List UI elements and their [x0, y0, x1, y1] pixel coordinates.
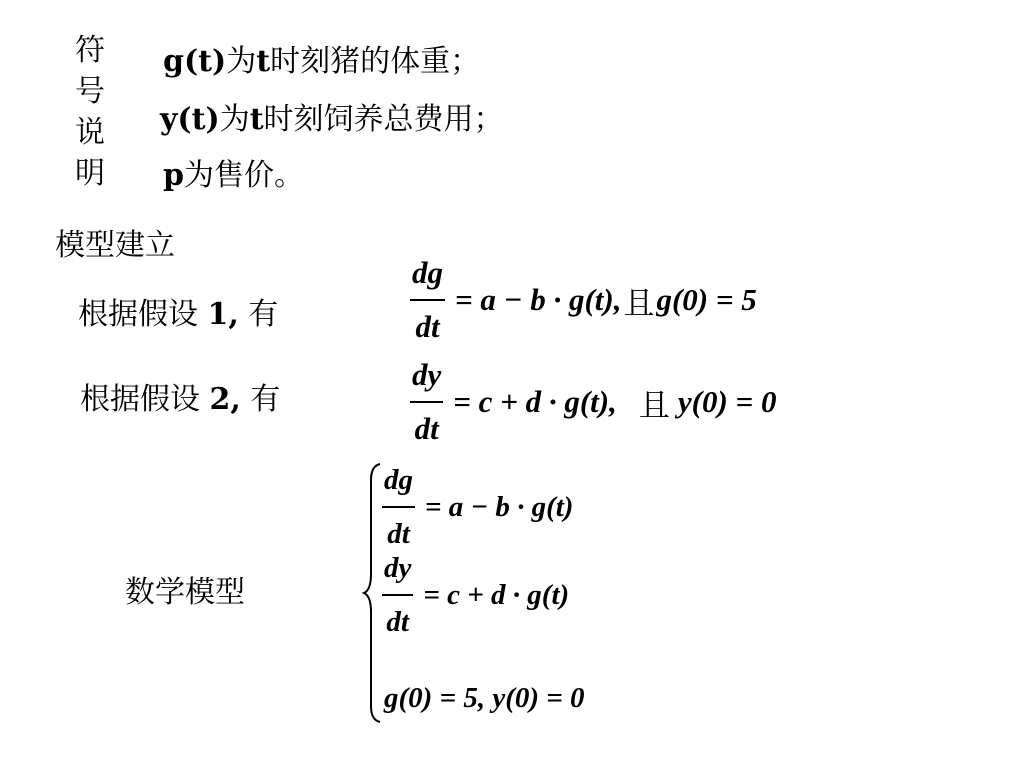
symbol-y-desc: 时刻饲养总费用；: [263, 102, 504, 137]
symbol-y-name: y(t): [160, 102, 220, 137]
eq1-rhs: = a − b · g(t),: [455, 282, 622, 317]
symbol-heading: [70, 30, 110, 194]
symbol-g-t: t: [256, 44, 271, 79]
eq1-fraction: [410, 255, 445, 345]
assumption-1-text: 根据假设: [78, 297, 198, 332]
assumption-1-number: 1,: [207, 297, 239, 332]
symbol-y-t: t: [249, 102, 264, 137]
eq2-fraction: [410, 357, 443, 447]
assumption-2-text: 根据假设: [80, 382, 200, 417]
eq2-condition: y(0) = 0: [677, 384, 777, 419]
equation-1: [410, 255, 757, 345]
symbol-g-mid: 为: [226, 44, 257, 79]
model-eq2-rhs: = c + d · g(t): [423, 578, 570, 611]
model-initial-conditions: g(0) = 5, y(0) = 0: [384, 682, 585, 714]
symbol-p-line: [163, 150, 304, 194]
model-eq1-denominator: dt: [387, 518, 410, 550]
model-eq1-rhs: = a − b · g(t): [425, 490, 574, 523]
assumption-2-tail: 有: [250, 382, 281, 417]
symbol-heading-char: 号: [75, 74, 105, 109]
eq2-and: 且: [638, 387, 670, 423]
symbol-g-name: g(t): [163, 44, 227, 79]
eq1-numerator: dg: [412, 255, 443, 290]
symbol-heading-char: 说: [75, 115, 105, 150]
section-title: 模型建立: [55, 228, 175, 263]
model-eq2-numerator: dy: [384, 552, 412, 584]
assumption-2-label: [80, 374, 280, 418]
fraction-bar: [382, 506, 415, 508]
symbol-heading-char: 符: [75, 33, 105, 68]
eq2-denominator: dt: [414, 411, 439, 446]
symbol-g-desc: 时刻猪的体重；: [270, 44, 481, 79]
symbol-g-line: [163, 36, 480, 80]
eq2-rhs: = c + d · g(t),: [453, 384, 617, 419]
symbol-p-desc: 为售价。: [183, 158, 304, 193]
model-label: 数学模型: [125, 575, 245, 610]
model-eq1-fraction: [382, 462, 415, 552]
eq2-numerator: dy: [412, 357, 442, 392]
model-equation-1: [382, 462, 573, 552]
symbol-heading-char: 明: [75, 156, 105, 191]
eq1-denominator: dt: [415, 309, 440, 344]
assumption-1-label: [78, 289, 278, 333]
assumption-1-tail: 有: [248, 297, 279, 332]
model-equation-2: [382, 550, 569, 640]
fraction-bar: [410, 401, 443, 403]
assumption-2-number: 2,: [209, 382, 241, 417]
model-eq2-fraction: [382, 550, 413, 640]
fraction-bar: [410, 299, 445, 301]
eq1-and: 且: [623, 285, 655, 321]
model-eq2-denominator: dt: [386, 606, 409, 638]
equation-2: [410, 357, 776, 447]
left-brace: [362, 462, 384, 724]
eq1-condition: g(0) = 5: [656, 282, 757, 317]
model-eq1-numerator: dg: [384, 464, 413, 496]
symbol-y-line: [160, 94, 504, 138]
symbol-p-name: p: [163, 158, 184, 193]
symbol-y-mid: 为: [219, 102, 250, 137]
fraction-bar: [382, 594, 413, 596]
